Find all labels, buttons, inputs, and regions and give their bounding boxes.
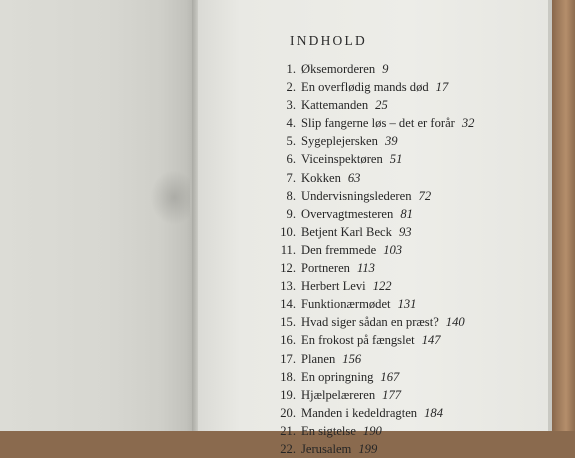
toc-entry — [276, 313, 546, 331]
toc-entry-number: 6. — [286, 152, 296, 167]
toc-entry-page: 184 — [424, 405, 443, 420]
toc-entry — [276, 295, 546, 313]
toc-entry-number: 3. — [286, 98, 296, 113]
toc-entry — [276, 205, 546, 223]
toc-entry — [276, 223, 546, 241]
toc-entry-page: 9 — [382, 62, 389, 76]
toc-entry-title: Jerusalem — [301, 441, 352, 456]
toc-entry-page: 63 — [347, 170, 361, 185]
toc-entry-number: 8. — [286, 188, 296, 203]
toc-entry-page: 72 — [418, 188, 432, 203]
toc-entry-number: 14. — [280, 297, 296, 312]
toc-entry-title: Den fremmede — [301, 242, 377, 257]
page-edge — [548, 0, 552, 431]
toc-entry — [276, 277, 546, 295]
toc-entry-number: 21. — [280, 423, 296, 438]
toc-entry — [276, 150, 546, 168]
toc-entry-page: 131 — [397, 297, 417, 312]
toc-entry-title: Funktionærmødet — [301, 297, 391, 312]
toc-entry — [276, 78, 546, 96]
toc-entry-number: 11. — [280, 242, 296, 257]
toc-entry — [276, 350, 546, 368]
toc-entry-title: Kattemanden — [301, 98, 369, 113]
toc-entry-title: Manden i kedeldragten — [301, 405, 418, 420]
toc-entry-page: 17 — [435, 80, 449, 95]
toc-entry-title: Herbert Levi — [301, 279, 366, 294]
toc-entry — [276, 331, 546, 349]
toc-entry-page: 190 — [362, 423, 382, 438]
toc-entry-title: Sygeplejersken — [301, 134, 378, 149]
toc-entry — [276, 404, 546, 422]
toc-entry-number: 4. — [286, 116, 296, 131]
toc-entry-title: Viceinspektøren — [301, 152, 383, 167]
toc-entry-title: Slip fangerne løs – det er forår — [301, 116, 455, 131]
toc-entry — [276, 440, 546, 458]
page-crease — [150, 170, 190, 225]
toc-entry — [276, 114, 546, 132]
toc-entry-title: Betjent Karl Beck — [301, 224, 392, 239]
toc-entry — [276, 132, 546, 150]
toc-entry — [276, 386, 546, 404]
toc-entry-number: 2. — [286, 80, 296, 95]
toc-entry-page: 32 — [461, 116, 475, 131]
toc-entry-page: 51 — [389, 152, 403, 167]
toc-entry-page: 177 — [382, 387, 402, 402]
toc-entry-number: 15. — [280, 315, 296, 330]
toc-entry-number: 12. — [280, 261, 296, 276]
toc-entry-number: 20. — [280, 405, 296, 420]
toc-entry — [276, 241, 546, 259]
toc-entry — [276, 368, 546, 386]
toc-entry-title: Portneren — [301, 261, 350, 276]
toc-entry-number: 16. — [280, 333, 296, 348]
toc-entry-title: Kokken — [301, 170, 341, 185]
toc-entry-number: 17. — [280, 351, 296, 366]
toc-entry-page: 81 — [400, 206, 413, 221]
toc-entry — [276, 259, 546, 277]
toc-entry-title: Planen — [301, 351, 336, 366]
toc-entry-number: 9. — [286, 206, 296, 221]
toc-entry — [276, 422, 546, 440]
toc-entry-title: Undervisningslederen — [301, 188, 412, 203]
toc-entry — [276, 187, 546, 205]
toc-entry-title: En sigtelse — [301, 423, 356, 438]
toc-entry — [276, 169, 546, 187]
toc-entry-page: 93 — [398, 224, 412, 239]
toc-entry-title: En overflødig mands død — [301, 80, 429, 95]
toc-entry-number: 10. — [280, 224, 296, 239]
toc-entry-page: 103 — [383, 242, 403, 257]
page-title: INDHOLD — [290, 33, 367, 48]
toc-entry-number: 7. — [286, 170, 296, 185]
toc-entry-page: 167 — [380, 369, 400, 384]
toc-entry-number: 22. — [280, 441, 296, 456]
toc-entry-page: 140 — [445, 315, 465, 330]
toc-entry-number: 13. — [280, 279, 296, 294]
toc-entry-title: En frokost på fængslet — [301, 333, 415, 348]
toc-entry-page: 147 — [421, 333, 441, 348]
toc-entry-page: 156 — [342, 351, 362, 366]
toc-entry-title: Hvad siger sådan en præst? — [301, 315, 439, 330]
toc-entry-title: Overvagtmesteren — [301, 206, 394, 221]
toc-entry-page: 122 — [372, 279, 392, 294]
toc-entry-number: 5. — [286, 134, 296, 149]
toc-entry — [276, 96, 546, 114]
toc-entry-title: Hjælpelæreren — [301, 387, 376, 402]
toc-entry-page: 25 — [375, 98, 388, 113]
toc-entry-number: 1. — [286, 62, 296, 76]
toc-entry — [276, 60, 546, 78]
toc-entry-page: 39 — [384, 134, 398, 149]
toc-entry-title: En opringning — [301, 369, 374, 384]
toc-entry-number: 19. — [280, 387, 296, 402]
toc-entry-page: 113 — [356, 261, 375, 276]
toc-entry-title: Øksemorderen — [301, 62, 376, 76]
toc-entry-page: 199 — [358, 441, 378, 456]
toc-entry-number: 18. — [280, 369, 296, 384]
table-of-contents — [276, 60, 546, 458]
